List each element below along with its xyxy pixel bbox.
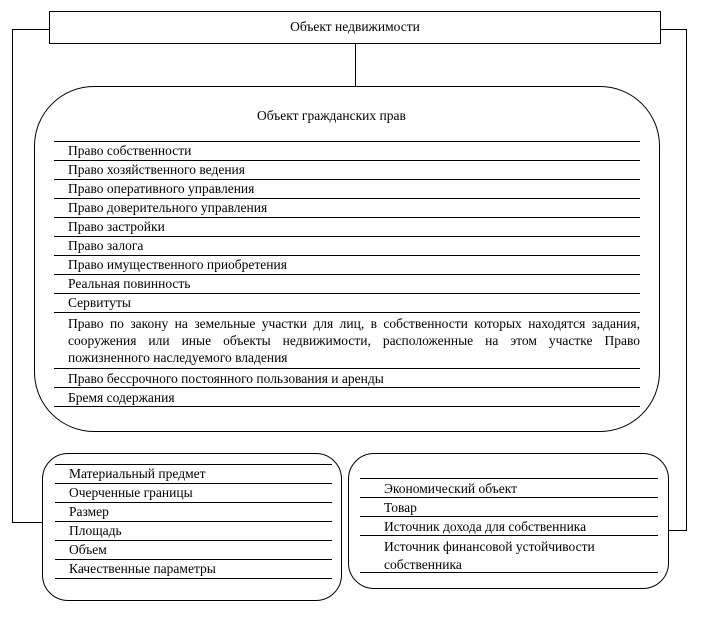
main-list-item: Право собственности <box>68 143 192 158</box>
main-divider <box>54 217 640 218</box>
connector-right-top <box>660 29 686 30</box>
right-divider <box>360 497 658 498</box>
right-list-item: Экономический объект <box>384 481 518 496</box>
connector-left-bottom <box>12 522 42 523</box>
right-list-item: Товар <box>384 500 417 515</box>
main-list-item: Право имущественного приобретения <box>68 257 287 272</box>
main-divider <box>54 179 640 180</box>
left-list-item: Качественные параметры <box>69 561 216 576</box>
left-divider <box>55 540 332 541</box>
left-list-item: Площадь <box>69 523 122 538</box>
main-list-item: Право доверительного управления <box>68 200 268 215</box>
main-list-item: Право застройки <box>68 219 165 234</box>
main-list-item: Право хозяйственного ведения <box>68 162 245 177</box>
right-divider <box>360 478 658 479</box>
main-divider <box>54 198 640 199</box>
right-divider <box>360 572 658 573</box>
main-divider <box>54 368 640 369</box>
main-divider <box>54 312 640 313</box>
main-divider <box>54 236 640 237</box>
left-divider <box>55 521 332 522</box>
civil-rights-object-title: Объект гражданских прав <box>257 108 406 123</box>
left-list-item: Размер <box>69 504 109 519</box>
left-divider <box>55 578 332 579</box>
right-divider <box>360 535 658 536</box>
main-list-item: Право бессрочного постоянного пользования и аренды <box>68 371 384 386</box>
left-divider <box>55 502 332 503</box>
left-list-item: Очерченные границы <box>69 485 193 500</box>
left-divider <box>55 559 332 560</box>
real-estate-object-title: Объект недвижимости <box>290 19 420 34</box>
main-list-item: Право оперативного управления <box>68 181 255 196</box>
main-list-item: Бремя содержания <box>68 390 175 405</box>
main-list-item: Сервитуты <box>68 295 131 310</box>
connector-left-top <box>12 29 49 30</box>
left-divider <box>55 483 332 484</box>
right-divider <box>360 516 658 517</box>
main-divider <box>54 274 640 275</box>
main-divider <box>54 160 640 161</box>
main-divider <box>54 293 640 294</box>
right-list-item-multiline: Источник финансовой устойчивости собственника <box>384 539 595 572</box>
connector-right-bottom <box>669 530 687 531</box>
main-list-item-multiline: Право по закону на земельные участки для лиц, в собственности которых находятся задания, сооружения или иные объекты недвижимости, расположенные на этом участке Право пожизненного наследуемого владения <box>68 316 640 365</box>
main-list-item: Право залога <box>68 238 144 253</box>
connector-top-to-main <box>355 43 356 86</box>
connector-left-vertical <box>12 29 13 523</box>
left-divider <box>55 464 332 465</box>
main-divider <box>54 141 640 142</box>
main-divider <box>54 406 640 407</box>
main-divider <box>54 387 640 388</box>
real-estate-object-box <box>49 11 661 44</box>
main-divider <box>54 255 640 256</box>
main-list-item: Реальная повинность <box>68 276 191 291</box>
left-list-item: Материальный предмет <box>69 466 206 481</box>
right-list-item: Источник дохода для собственника <box>384 519 587 534</box>
connector-right-vertical <box>686 29 687 531</box>
left-list-item: Объем <box>69 542 107 557</box>
